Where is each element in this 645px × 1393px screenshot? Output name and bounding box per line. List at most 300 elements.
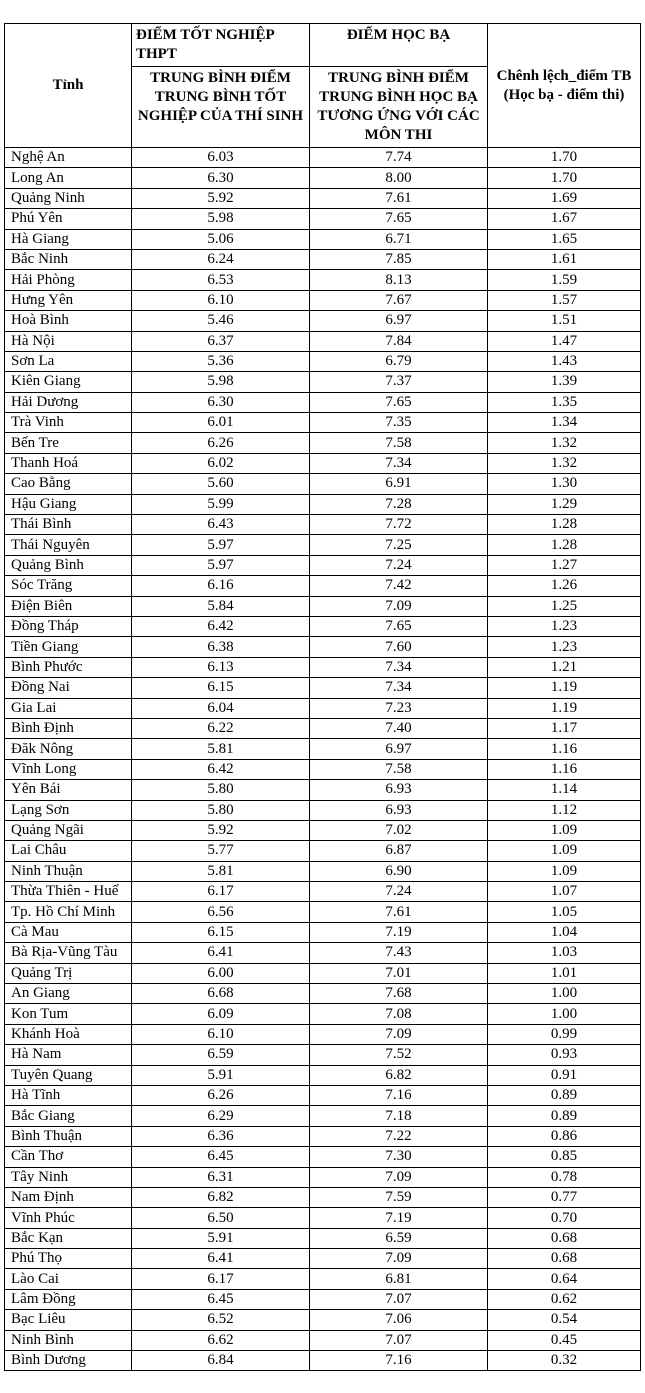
- province-cell: An Giang: [5, 984, 132, 1004]
- province-cell: Lai Châu: [5, 841, 132, 861]
- province-cell: Bình Định: [5, 718, 132, 738]
- exam-score-cell: 6.10: [132, 1024, 310, 1044]
- difference-cell: 1.32: [488, 433, 641, 453]
- table-row: [5, 739, 641, 759]
- table-row: [5, 1147, 641, 1167]
- transcript-score-cell: 7.42: [310, 576, 488, 596]
- difference-cell: 1.03: [488, 943, 641, 963]
- exam-score-cell: 6.13: [132, 657, 310, 677]
- table-row: [5, 1024, 641, 1044]
- province-cell: Ninh Bình: [5, 1330, 132, 1350]
- exam-score-cell: 5.77: [132, 841, 310, 861]
- transcript-score-cell: 7.52: [310, 1045, 488, 1065]
- table-row: [5, 372, 641, 392]
- difference-cell: 0.78: [488, 1167, 641, 1187]
- exam-score-cell: 6.36: [132, 1126, 310, 1146]
- exam-score-cell: 6.45: [132, 1289, 310, 1309]
- exam-score-cell: 6.03: [132, 148, 310, 168]
- table-row: [5, 1289, 641, 1309]
- transcript-score-cell: 7.19: [310, 922, 488, 942]
- table-body: [5, 148, 641, 1371]
- exam-score-cell: 5.81: [132, 861, 310, 881]
- table-row: [5, 1126, 641, 1146]
- transcript-score-cell: 6.71: [310, 229, 488, 249]
- transcript-score-cell: 7.25: [310, 535, 488, 555]
- table-row: [5, 1004, 641, 1024]
- exam-score-cell: 5.80: [132, 780, 310, 800]
- exam-score-cell: 5.92: [132, 188, 310, 208]
- exam-score-cell: 6.26: [132, 1085, 310, 1105]
- exam-score-cell: 5.91: [132, 1228, 310, 1248]
- province-cell: Nam Định: [5, 1187, 132, 1207]
- difference-cell: 1.70: [488, 168, 641, 188]
- table-row: [5, 576, 641, 596]
- exam-score-cell: 5.91: [132, 1065, 310, 1085]
- difference-cell: 1.19: [488, 698, 641, 718]
- exam-score-cell: 5.06: [132, 229, 310, 249]
- difference-cell: 0.64: [488, 1269, 641, 1289]
- transcript-average-header: TRUNG BÌNH ĐIỂM TRUNG BÌNH HỌC BẠ TƯƠNG ỨNG VỚI CÁC MÔN THI: [310, 67, 488, 148]
- transcript-score-cell: 7.65: [310, 209, 488, 229]
- table-row: [5, 1228, 641, 1248]
- transcript-score-cell: 7.16: [310, 1085, 488, 1105]
- exam-score-cell: 6.59: [132, 1045, 310, 1065]
- table-row: [5, 1106, 641, 1126]
- score-comparison-table: [4, 23, 641, 1371]
- difference-cell: 1.00: [488, 1004, 641, 1024]
- transcript-score-cell: 7.37: [310, 372, 488, 392]
- difference-cell: 1.39: [488, 372, 641, 392]
- difference-cell: 1.00: [488, 984, 641, 1004]
- transcript-score-cell: 7.18: [310, 1106, 488, 1126]
- transcript-score-cell: 7.09: [310, 1249, 488, 1269]
- difference-cell: 1.27: [488, 555, 641, 575]
- exam-score-cell: 6.82: [132, 1187, 310, 1207]
- difference-cell: 1.16: [488, 739, 641, 759]
- difference-cell: 1.19: [488, 678, 641, 698]
- table-row: [5, 311, 641, 331]
- table-row: [5, 188, 641, 208]
- province-cell: Hoà Bình: [5, 311, 132, 331]
- transcript-score-cell: 7.24: [310, 555, 488, 575]
- province-cell: Bắc Ninh: [5, 249, 132, 269]
- difference-cell: 1.25: [488, 596, 641, 616]
- exam-score-cell: 6.68: [132, 984, 310, 1004]
- exam-score-cell: 6.22: [132, 718, 310, 738]
- exam-score-cell: 6.30: [132, 392, 310, 412]
- transcript-score-cell: 7.02: [310, 820, 488, 840]
- province-cell: Bình Phước: [5, 657, 132, 677]
- transcript-score-cell: 7.22: [310, 1126, 488, 1146]
- province-cell: Gia Lai: [5, 698, 132, 718]
- province-cell: Bắc Giang: [5, 1106, 132, 1126]
- difference-cell: 0.99: [488, 1024, 641, 1044]
- exam-score-cell: 5.99: [132, 494, 310, 514]
- transcript-score-cell: 7.67: [310, 290, 488, 310]
- difference-cell: 0.89: [488, 1085, 641, 1105]
- exam-score-cell: 6.26: [132, 433, 310, 453]
- difference-cell: 0.54: [488, 1310, 641, 1330]
- exam-score-cell: 6.56: [132, 902, 310, 922]
- table-row: [5, 922, 641, 942]
- table-row: [5, 474, 641, 494]
- province-cell: Hậu Giang: [5, 494, 132, 514]
- transcript-score-cell: 7.65: [310, 616, 488, 636]
- province-cell: Thừa Thiên - Huế: [5, 882, 132, 902]
- difference-cell: 1.57: [488, 290, 641, 310]
- difference-cell: 0.85: [488, 1147, 641, 1167]
- province-cell: Trà Vinh: [5, 413, 132, 433]
- table-row: [5, 1330, 641, 1350]
- transcript-score-cell: 7.24: [310, 882, 488, 902]
- difference-cell: 1.28: [488, 515, 641, 535]
- province-cell: Quảng Trị: [5, 963, 132, 983]
- province-cell: Tây Ninh: [5, 1167, 132, 1187]
- difference-cell: 1.16: [488, 759, 641, 779]
- table-row: [5, 270, 641, 290]
- province-cell: Thanh Hoá: [5, 453, 132, 473]
- difference-cell: 1.21: [488, 657, 641, 677]
- exam-score-cell: 5.81: [132, 739, 310, 759]
- province-cell: Bến Tre: [5, 433, 132, 453]
- table-row: [5, 943, 641, 963]
- transcript-score-cell: 7.19: [310, 1208, 488, 1228]
- transcript-score-cell: 6.87: [310, 841, 488, 861]
- province-cell: Ninh Thuận: [5, 861, 132, 881]
- exam-score-cell: 5.36: [132, 351, 310, 371]
- table-row: [5, 984, 641, 1004]
- table-row: [5, 841, 641, 861]
- transcript-score-cell: 7.65: [310, 392, 488, 412]
- exam-score-cell: 6.38: [132, 637, 310, 657]
- transcript-score-cell: 7.43: [310, 943, 488, 963]
- exam-score-cell: 6.43: [132, 515, 310, 535]
- table-row: [5, 1269, 641, 1289]
- province-cell: Bắc Kạn: [5, 1228, 132, 1248]
- exam-score-cell: 6.01: [132, 413, 310, 433]
- difference-cell: 1.32: [488, 453, 641, 473]
- table-row: [5, 902, 641, 922]
- difference-cell: 1.61: [488, 249, 641, 269]
- table-row: [5, 229, 641, 249]
- difference-cell: 1.30: [488, 474, 641, 494]
- table-row: [5, 698, 641, 718]
- province-cell: Tuyên Quang: [5, 1065, 132, 1085]
- table-row: [5, 209, 641, 229]
- difference-cell: 1.28: [488, 535, 641, 555]
- table-row: [5, 1187, 641, 1207]
- difference-cell: 1.07: [488, 882, 641, 902]
- province-cell: Cần Thơ: [5, 1147, 132, 1167]
- transcript-score-cell: 7.23: [310, 698, 488, 718]
- table-row: [5, 413, 641, 433]
- difference-cell: 1.05: [488, 902, 641, 922]
- exam-score-cell: 6.37: [132, 331, 310, 351]
- table-row: [5, 596, 641, 616]
- exam-score-cell: 6.45: [132, 1147, 310, 1167]
- difference-cell: 1.69: [488, 188, 641, 208]
- exam-score-cell: 6.17: [132, 882, 310, 902]
- transcript-score-cell: 7.34: [310, 453, 488, 473]
- province-cell: Đăk Nông: [5, 739, 132, 759]
- exam-score-cell: 6.16: [132, 576, 310, 596]
- exam-score-cell: 6.15: [132, 678, 310, 698]
- province-cell: Đồng Nai: [5, 678, 132, 698]
- transcript-score-cell: 7.09: [310, 1024, 488, 1044]
- difference-cell: 1.67: [488, 209, 641, 229]
- difference-cell: 1.34: [488, 413, 641, 433]
- province-cell: Bình Thuận: [5, 1126, 132, 1146]
- transcript-score-cell: 7.40: [310, 718, 488, 738]
- difference-cell: 1.04: [488, 922, 641, 942]
- exam-score-cell: 5.46: [132, 311, 310, 331]
- difference-cell: 1.29: [488, 494, 641, 514]
- province-cell: Tp. Hồ Chí Minh: [5, 902, 132, 922]
- province-cell: Hà Giang: [5, 229, 132, 249]
- transcript-score-cell: 7.07: [310, 1330, 488, 1350]
- table-header: [5, 24, 641, 148]
- difference-cell: 1.65: [488, 229, 641, 249]
- province-cell: Quảng Bình: [5, 555, 132, 575]
- exam-score-cell: 6.15: [132, 922, 310, 942]
- transcript-score-cell: 7.58: [310, 759, 488, 779]
- table-row: [5, 1085, 641, 1105]
- province-cell: Hưng Yên: [5, 290, 132, 310]
- difference-column-header: Chênh lệch_điểm TB (Học bạ - điểm thi): [488, 24, 641, 148]
- province-cell: Thái Bình: [5, 515, 132, 535]
- province-cell: Hà Nội: [5, 331, 132, 351]
- province-cell: Sơn La: [5, 351, 132, 371]
- table-row: [5, 1351, 641, 1371]
- province-cell: Lào Cai: [5, 1269, 132, 1289]
- province-cell: Quảng Ninh: [5, 188, 132, 208]
- difference-cell: 1.70: [488, 148, 641, 168]
- transcript-score-cell: 6.93: [310, 780, 488, 800]
- exam-score-cell: 6.30: [132, 168, 310, 188]
- table-row: [5, 1208, 641, 1228]
- transcript-score-cell: 7.30: [310, 1147, 488, 1167]
- exam-score-cell: 6.50: [132, 1208, 310, 1228]
- province-cell: Vĩnh Phúc: [5, 1208, 132, 1228]
- province-cell: Sóc Trăng: [5, 576, 132, 596]
- difference-cell: 0.86: [488, 1126, 641, 1146]
- transcript-score-cell: 7.68: [310, 984, 488, 1004]
- transcript-score-cell: 6.93: [310, 800, 488, 820]
- transcript-score-cell: 7.08: [310, 1004, 488, 1024]
- table-row: [5, 678, 641, 698]
- province-cell: Bình Dương: [5, 1351, 132, 1371]
- difference-cell: 0.32: [488, 1351, 641, 1371]
- province-cell: Lạng Sơn: [5, 800, 132, 820]
- province-cell: Vĩnh Long: [5, 759, 132, 779]
- transcript-score-cell: 7.74: [310, 148, 488, 168]
- table-row: [5, 637, 641, 657]
- transcript-score-cell: 7.34: [310, 657, 488, 677]
- table-row: [5, 249, 641, 269]
- exam-score-cell: 6.41: [132, 1249, 310, 1269]
- transcript-score-cell: 6.91: [310, 474, 488, 494]
- province-cell: Đồng Tháp: [5, 616, 132, 636]
- table-row: [5, 392, 641, 412]
- transcript-score-cell: 7.09: [310, 596, 488, 616]
- header-row-1: [5, 24, 641, 67]
- transcript-score-cell: 7.59: [310, 1187, 488, 1207]
- exam-score-cell: 5.97: [132, 555, 310, 575]
- exam-score-cell: 5.92: [132, 820, 310, 840]
- transcript-score-cell: 7.34: [310, 678, 488, 698]
- difference-cell: 0.62: [488, 1289, 641, 1309]
- transcript-score-cell: 6.81: [310, 1269, 488, 1289]
- table-row: [5, 351, 641, 371]
- table-row: [5, 453, 641, 473]
- table-row: [5, 657, 641, 677]
- province-cell: Tiền Giang: [5, 637, 132, 657]
- difference-cell: 1.12: [488, 800, 641, 820]
- transcript-score-cell: 7.35: [310, 413, 488, 433]
- province-cell: Khánh Hoà: [5, 1024, 132, 1044]
- difference-cell: 0.89: [488, 1106, 641, 1126]
- difference-cell: 0.77: [488, 1187, 641, 1207]
- transcript-score-cell: 7.09: [310, 1167, 488, 1187]
- graduation-average-header: TRUNG BÌNH ĐIỂM TRUNG BÌNH TỐT NGHIỆP CỦA THÍ SINH: [132, 67, 310, 148]
- transcript-score-cell: 6.90: [310, 861, 488, 881]
- exam-score-cell: 5.98: [132, 372, 310, 392]
- transcript-score-cell: 6.79: [310, 351, 488, 371]
- transcript-score-cell: 7.28: [310, 494, 488, 514]
- province-cell: Bà Rịa-Vũng Tàu: [5, 943, 132, 963]
- transcript-score-cell: 7.84: [310, 331, 488, 351]
- exam-score-cell: 6.52: [132, 1310, 310, 1330]
- province-cell: Nghệ An: [5, 148, 132, 168]
- table-row: [5, 331, 641, 351]
- table-row: [5, 555, 641, 575]
- transcript-score-cell: 7.58: [310, 433, 488, 453]
- transcript-score-cell: 8.00: [310, 168, 488, 188]
- province-cell: Kon Tum: [5, 1004, 132, 1024]
- table-row: [5, 616, 641, 636]
- difference-cell: 1.51: [488, 311, 641, 331]
- difference-cell: 1.09: [488, 861, 641, 881]
- province-cell: Hà Nam: [5, 1045, 132, 1065]
- transcript-score-cell: 7.72: [310, 515, 488, 535]
- table-row: [5, 433, 641, 453]
- difference-cell: 1.23: [488, 637, 641, 657]
- province-cell: Cà Mau: [5, 922, 132, 942]
- transcript-score-cell: 7.60: [310, 637, 488, 657]
- difference-cell: 0.45: [488, 1330, 641, 1350]
- exam-score-cell: 6.42: [132, 616, 310, 636]
- table-row: [5, 780, 641, 800]
- difference-cell: 1.26: [488, 576, 641, 596]
- exam-score-cell: 6.00: [132, 963, 310, 983]
- province-cell: Yên Bái: [5, 780, 132, 800]
- table-row: [5, 535, 641, 555]
- difference-cell: 1.47: [488, 331, 641, 351]
- exam-score-cell: 5.97: [132, 535, 310, 555]
- table-row: [5, 820, 641, 840]
- difference-cell: 1.59: [488, 270, 641, 290]
- transcript-score-cell: 6.82: [310, 1065, 488, 1085]
- province-cell: Cao Bằng: [5, 474, 132, 494]
- exam-score-cell: 5.60: [132, 474, 310, 494]
- difference-cell: 1.17: [488, 718, 641, 738]
- difference-cell: 0.68: [488, 1228, 641, 1248]
- exam-score-cell: 6.29: [132, 1106, 310, 1126]
- difference-cell: 1.23: [488, 616, 641, 636]
- province-cell: Phú Thọ: [5, 1249, 132, 1269]
- exam-score-cell: 6.41: [132, 943, 310, 963]
- table-row: [5, 1045, 641, 1065]
- table-row: [5, 1167, 641, 1187]
- difference-cell: 1.35: [488, 392, 641, 412]
- table-row: [5, 494, 641, 514]
- province-cell: Long An: [5, 168, 132, 188]
- difference-cell: 1.09: [488, 841, 641, 861]
- transcript-score-cell: 7.85: [310, 249, 488, 269]
- province-cell: Phú Yên: [5, 209, 132, 229]
- difference-cell: 0.70: [488, 1208, 641, 1228]
- exam-score-cell: 6.17: [132, 1269, 310, 1289]
- transcript-score-cell: 7.06: [310, 1310, 488, 1330]
- table-row: [5, 1065, 641, 1085]
- exam-score-cell: 6.09: [132, 1004, 310, 1024]
- table-row: [5, 148, 641, 168]
- table-row: [5, 861, 641, 881]
- exam-score-cell: 6.42: [132, 759, 310, 779]
- transcript-score-cell: 7.61: [310, 188, 488, 208]
- table-row: [5, 290, 641, 310]
- transcript-score-cell: 6.97: [310, 311, 488, 331]
- table-row: [5, 515, 641, 535]
- province-cell: Kiên Giang: [5, 372, 132, 392]
- province-cell: Thái Nguyên: [5, 535, 132, 555]
- province-cell: Hải Phòng: [5, 270, 132, 290]
- difference-cell: 1.09: [488, 820, 641, 840]
- province-cell: Bạc Liêu: [5, 1310, 132, 1330]
- exam-score-cell: 6.53: [132, 270, 310, 290]
- table-row: [5, 800, 641, 820]
- province-cell: Điện Biên: [5, 596, 132, 616]
- table-row: [5, 1310, 641, 1330]
- exam-score-cell: 5.98: [132, 209, 310, 229]
- transcript-score-cell: 8.13: [310, 270, 488, 290]
- transcript-score-cell: 6.97: [310, 739, 488, 759]
- transcript-score-cell: 7.16: [310, 1351, 488, 1371]
- difference-cell: 0.91: [488, 1065, 641, 1085]
- transcript-score-cell: 7.07: [310, 1289, 488, 1309]
- exam-score-cell: 6.24: [132, 249, 310, 269]
- difference-cell: 1.14: [488, 780, 641, 800]
- difference-cell: 1.43: [488, 351, 641, 371]
- province-cell: Hải Dương: [5, 392, 132, 412]
- exam-score-cell: 5.84: [132, 596, 310, 616]
- table-row: [5, 1249, 641, 1269]
- difference-cell: 1.01: [488, 963, 641, 983]
- exam-score-cell: 6.62: [132, 1330, 310, 1350]
- table-row: [5, 882, 641, 902]
- province-column-header: Tỉnh: [5, 24, 132, 148]
- table-row: [5, 963, 641, 983]
- exam-score-cell: 6.31: [132, 1167, 310, 1187]
- province-cell: Lâm Đồng: [5, 1289, 132, 1309]
- transcript-score-cell: 7.61: [310, 902, 488, 922]
- exam-score-cell: 5.80: [132, 800, 310, 820]
- exam-score-cell: 6.10: [132, 290, 310, 310]
- transcript-score-group-header: ĐIỂM HỌC BẠ: [310, 24, 488, 67]
- table-row: [5, 168, 641, 188]
- transcript-score-cell: 6.59: [310, 1228, 488, 1248]
- table-row: [5, 718, 641, 738]
